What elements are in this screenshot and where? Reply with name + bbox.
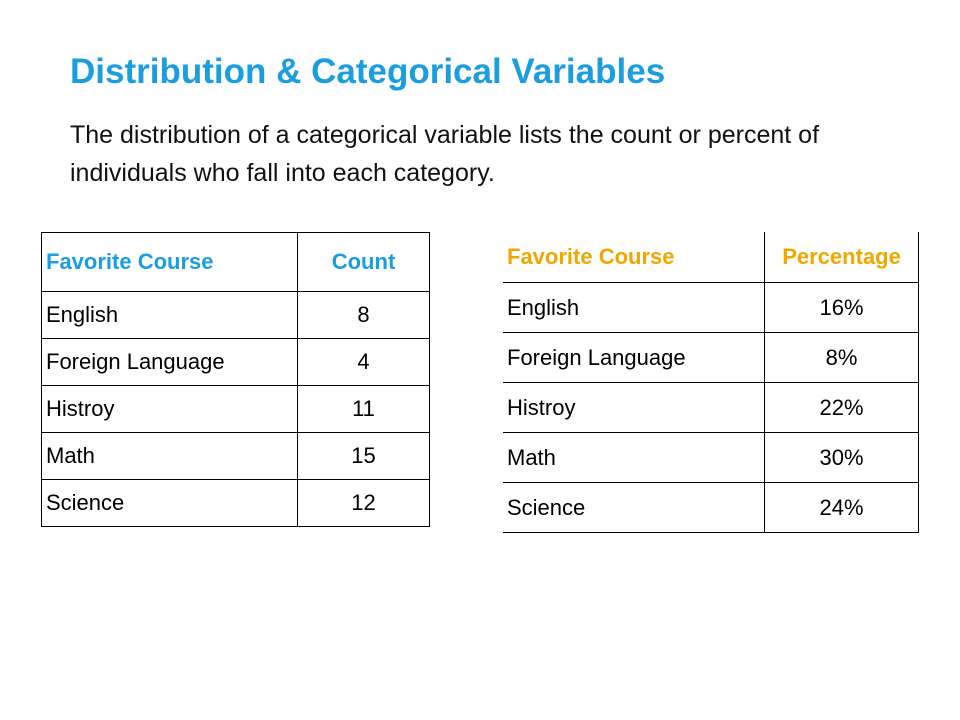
course-cell: Science (503, 483, 765, 533)
percentage-cell: 22% (765, 383, 919, 433)
course-cell: English (503, 283, 765, 333)
table-header-row (42, 233, 430, 292)
count-cell: 8 (298, 292, 430, 339)
table-row (42, 339, 430, 386)
table-row (503, 483, 919, 533)
count-cell: 15 (298, 433, 430, 480)
course-cell: Foreign Language (503, 333, 765, 383)
header-favorite-course: Favorite Course (503, 232, 765, 283)
course-cell: Math (503, 433, 765, 483)
count-cell: 12 (298, 480, 430, 527)
percentage-table (503, 232, 919, 533)
percentage-cell: 30% (765, 433, 919, 483)
course-cell: Math (42, 433, 298, 480)
course-cell: English (42, 292, 298, 339)
header-percentage: Percentage (765, 232, 919, 283)
table-row (42, 386, 430, 433)
table-row (503, 283, 919, 333)
table-row (503, 333, 919, 383)
header-count: Count (298, 233, 430, 292)
course-cell: Foreign Language (42, 339, 298, 386)
table-row (42, 433, 430, 480)
course-cell: Histroy (503, 383, 765, 433)
count-cell: 4 (298, 339, 430, 386)
slide-title: Distribution & Categorical Variables (70, 52, 666, 91)
header-favorite-course: Favorite Course (42, 233, 298, 292)
slide-subtitle: The distribution of a categorical variable lists the count or percent of individuals who fall into each category. (70, 121, 820, 187)
percentage-cell: 8% (765, 333, 919, 383)
table-header-row (503, 232, 919, 283)
count-cell: 11 (298, 386, 430, 433)
table-row (503, 433, 919, 483)
table-row (42, 480, 430, 527)
course-cell: Science (42, 480, 298, 527)
table-row (42, 292, 430, 339)
course-cell: Histroy (42, 386, 298, 433)
percentage-cell: 24% (765, 483, 919, 533)
count-table (41, 232, 430, 527)
table-row (503, 383, 919, 433)
percentage-cell: 16% (765, 283, 919, 333)
